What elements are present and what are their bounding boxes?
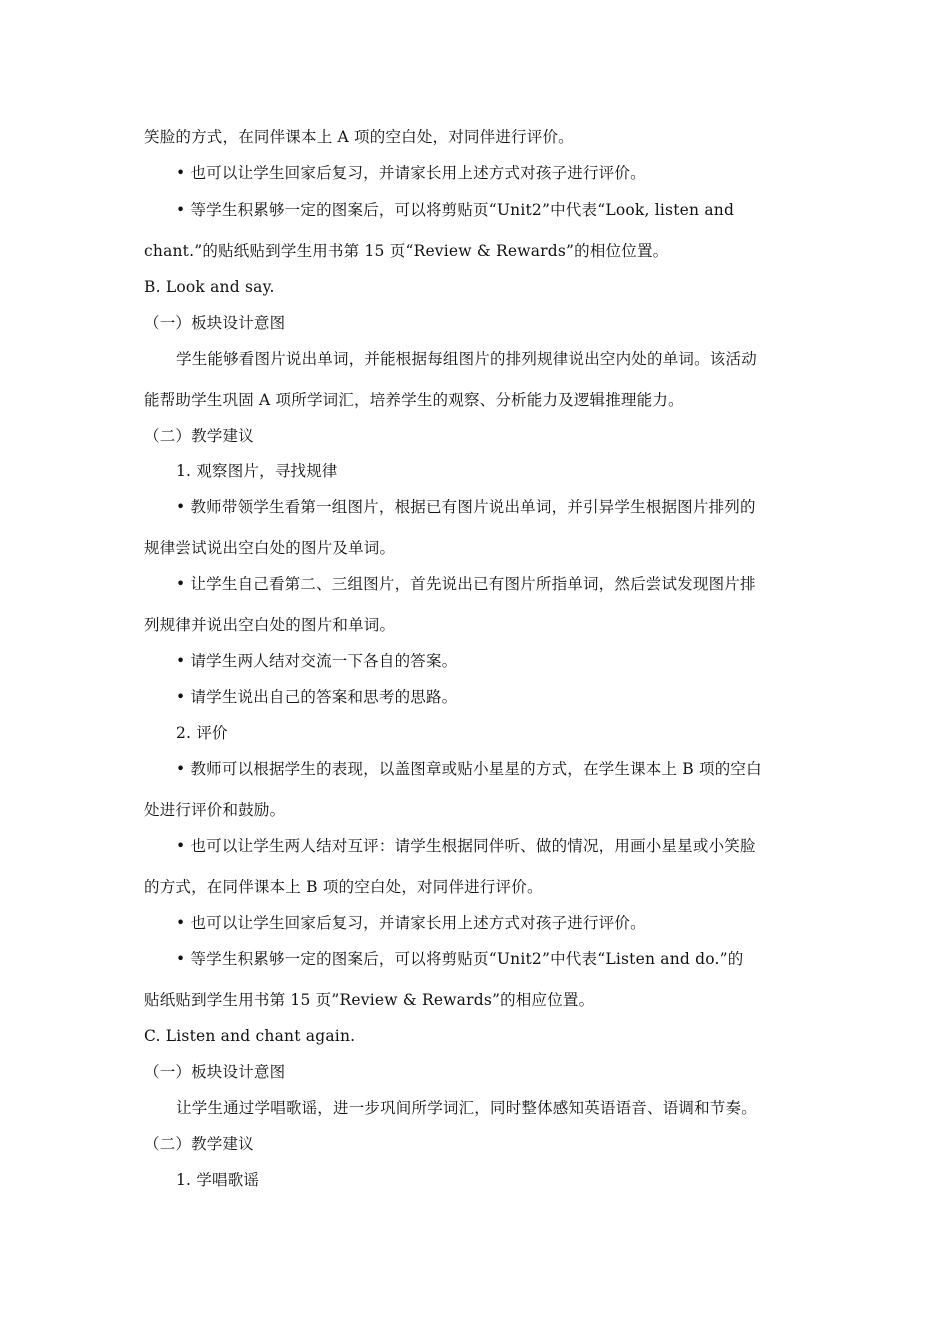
paragraph-line: 能帮助学生巩固 A 项所学词汇，培养学生的观察、分析能力及逻辑推理能力。 [144, 391, 684, 409]
paragraph-line: 规律尝试说出空白处的图片及单词。 [144, 539, 396, 557]
numbered-heading: 1. 观察图片，寻找规律 [176, 462, 338, 480]
paragraph-line: 学生能够看图片说出单词，并能根据每组图片的排列规律说出空内处的单词。该活动 [176, 350, 757, 368]
bullet-item: • 等学生积累够一定的图案后，可以将剪贴页“Unit2”中代表“Look, listen and [176, 201, 735, 219]
subsection-heading: （二）教学建议 [144, 1135, 254, 1153]
subsection-heading: （二）教学建议 [144, 427, 254, 445]
numbered-heading: 2. 评价 [176, 724, 228, 742]
bullet-item: • 请学生说出自己的答案和思考的思路。 [176, 688, 458, 706]
bullet-item: • 也可以让学生两人结对互评：请学生根据同伴听、做的情况，用画小星星或小笑脸 [176, 837, 756, 855]
paragraph-line: 的方式，在同伴课本上 B 项的空白处，对同伴进行评价。 [144, 878, 543, 896]
paragraph-line: 处进行评价和鼓励。 [144, 801, 286, 819]
bullet-item: • 让学生自己看第二、三组图片，首先说出已有图片所指单词，然后尝试发现图片排 [176, 575, 756, 593]
paragraph-line: 笑脸的方式，在同伴课本上 A 项的空白处，对同伴进行评价。 [144, 128, 574, 146]
subsection-heading: （一）板块设计意图 [144, 1063, 286, 1081]
bullet-item: • 也可以让学生回家后复习，并请家长用上述方式对孩子进行评价。 [176, 164, 646, 182]
subsection-heading: （一）板块设计意图 [144, 314, 286, 332]
paragraph-line: 让学生通过学唱歌谣，进一步巩间所学词汇，同时整体感知英语语音、语调和节奏。 [176, 1099, 757, 1117]
numbered-heading: 1. 学唱歌谣 [176, 1171, 260, 1189]
paragraph-line: chant.”的贴纸贴到学生用书第 15 页“Review & Rewards”的相位位置。 [144, 242, 669, 260]
section-heading: B. Look and say. [144, 278, 275, 296]
bullet-item: • 等学生积累够一定的图案后，可以将剪贴页“Unit2”中代表“Listen and do.”的 [176, 950, 744, 968]
paragraph-line: 贴纸贴到学生用书第 15 页”Review & Rewards”的相应位置。 [144, 991, 595, 1009]
paragraph-line: 列规律并说出空白处的图片和单词。 [144, 616, 396, 634]
bullet-item: • 也可以让学生回家后复习，并请家长用上述方式对孩子进行评价。 [176, 914, 646, 932]
bullet-item: • 教师带领学生看第一组图片，根据已有图片说出单词，并引异学生根据图片排列的 [176, 498, 756, 516]
bullet-item: • 请学生两人结对交流一下各自的答案。 [176, 652, 458, 670]
bullet-item: • 教师可以根据学生的表现，以盖图章或贴小星星的方式，在学生课本上 B 项的空白 [176, 760, 762, 778]
section-heading: C. Listen and chant again. [144, 1027, 356, 1045]
